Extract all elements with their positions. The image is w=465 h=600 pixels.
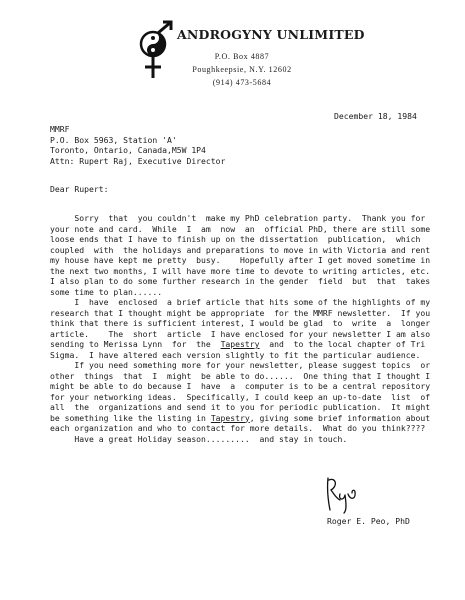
body-line: article. The short article I have enclosed for your newsletter I am also: [50, 328, 431, 339]
body-line: loose ends that I have to finish up on the dissertation publication, which: [50, 234, 421, 244]
recipient-line: Toronto, Ontario, Canada,M5W 1P4: [50, 145, 206, 155]
body-line: your note and card. While I am now an official PhD, there are still some: [50, 223, 431, 234]
recipient-line: P.O. Box 5963, Station 'A': [50, 134, 177, 145]
body-text-span: , giving some brief information about: [249, 412, 431, 423]
body-line: some time to plan......: [50, 286, 163, 297]
publication-title: Tapestry: [210, 412, 250, 423]
body-line: Have a great Holiday season......... and stay in touch.: [50, 433, 348, 444]
salutation: Dear Rupert:: [50, 184, 109, 194]
body-line: the next two months, I will have more time to devote to writing articles, etc.: [50, 265, 431, 276]
body-line: [50, 413, 430, 424]
body-text-span: sending to Merissa Lynn for the: [50, 339, 221, 349]
recipient-line: Attn: Rupert Raj, Executive Director: [50, 155, 226, 166]
publication-title: Tapestry: [220, 339, 260, 349]
body-line: think that there is sufficient interest, I would be glad to write a longer: [50, 318, 431, 328]
handwritten-signature: [322, 474, 362, 514]
letterhead-city: Poughkeepsie, N.Y. 12602: [192, 65, 292, 74]
body-line: Sorry that you couldn't make my PhD celebration party. Thank you for: [50, 213, 426, 223]
body-text-span: be something like the listing in: [50, 412, 211, 423]
body-line: research that I thought might be appropriate for the MMRF newsletter. If you: [50, 307, 431, 318]
letterhead-phone: (914) 473-5684: [212, 78, 272, 87]
body-text-span: and to the local chapter of Tri: [259, 339, 426, 349]
organization-name: ANDROGYNY UNLIMITED: [177, 27, 365, 42]
body-line: Sigma. I have altered each version slightly to fit the particular audience.: [50, 349, 421, 360]
body-line: I have enclosed a brief article that hits some of the highlights of my: [50, 297, 431, 307]
body-line: If you need something more for your newsletter, please suggest topics or: [50, 360, 431, 370]
body-line: each organization and who to contact for more details. What do you think????: [50, 423, 426, 433]
body-line: might be able to do because I have a computer is to be a central repository: [50, 381, 431, 391]
letterhead-po-box: P.O. Box 4887: [214, 52, 270, 61]
body-line: [50, 339, 430, 350]
body-line: my house have kept me pretty busy. Hopefully after I get moved sometime in: [50, 255, 431, 265]
body-line: all the organizations and send it to you for periodic publication. It might: [50, 402, 431, 412]
signature-name: Roger E. Peo, PhD: [327, 516, 410, 526]
body-line: coupled with the holidays and preparations to move in with Victoria and rent: [50, 244, 431, 255]
letter-body: [50, 213, 430, 444]
recipient-address: [50, 124, 225, 166]
body-line: I also plan to do some further research in the gender field but that takes: [50, 276, 431, 286]
body-line: other things that I might be able to do...... One thing that I thought I: [50, 370, 431, 381]
body-line: for your networking ideas. Specifically, I could keep an up-to-date list of: [50, 391, 431, 402]
androgyny-symbol-logo: [137, 20, 175, 84]
letter-date: December 18, 1984: [334, 111, 417, 121]
recipient-line: MMRF: [50, 124, 70, 134]
